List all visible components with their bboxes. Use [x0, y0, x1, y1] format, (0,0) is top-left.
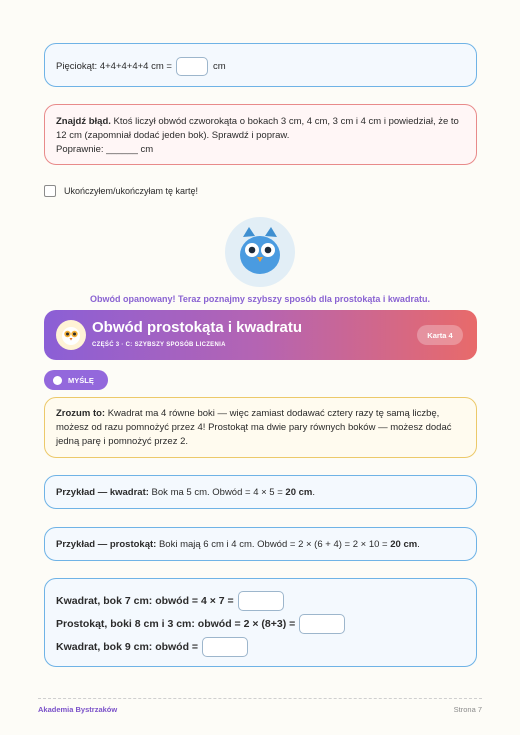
example-square-text: Bok ma 5 cm. Obwód = 4 × 5 = [148, 487, 286, 498]
find-error-text: Ktoś liczył obwód czworokąta o bokach 3 cm, 4 cm, 3 cm i 4 cm i powiedział, że to 12 cm (zapomniał dodać jeden bok). Sprawdź i popraw. [56, 116, 459, 141]
understand-text: Kwadrat ma 4 równe boki — więc zamiast dodawać cztery razy tę samą liczbę, możesz od razu pomnożyć przez 4! Prostokąt ma dwie pary równych boków — możesz dodać jedną parę i pomnożyć przez 2. [56, 408, 452, 447]
footer-page-number: Strona 7 [453, 705, 482, 714]
pentagon-unit: cm [212, 60, 226, 72]
example-rect-result: 20 cm [390, 539, 418, 550]
footer-divider [38, 698, 482, 699]
think-pill [44, 370, 108, 390]
task-row [56, 589, 465, 612]
lesson-banner [44, 310, 477, 360]
example-rect-card [44, 527, 477, 561]
example-rect-text: Boki mają 6 cm i 4 cm. Obwód = 2 × (6 + 4) = 2 × 10 = [156, 539, 391, 550]
task-row [56, 612, 465, 635]
understand-label: Zrozum to: [56, 408, 106, 419]
intro-text: Obwód opanowany! Teraz poznajmy szybszy sposób dla prostokąta i kwadratu. [90, 294, 430, 304]
find-error-card [44, 104, 477, 165]
pentagon-exercise-card [44, 43, 477, 87]
owl-badge-icon [56, 320, 86, 350]
banner-subtitle: CZĘŚĆ 3 · C: SZYBSZY SPOSÓB LICZENIA [92, 342, 226, 348]
understand-card [44, 397, 477, 458]
think-pill-label: MYŚLĘ [68, 375, 94, 385]
example-square-result: 20 cm [285, 487, 313, 498]
completed-label: Ukończyłem/ukończyłam tę kartę! [64, 186, 199, 196]
example-square-card [44, 475, 477, 509]
footer-brand: Akademia Bystrzaków [38, 705, 118, 714]
task-text: Kwadrat, bok 7 cm: obwód = 4 × 7 = [56, 594, 234, 607]
find-error-label: Znajdź błąd. [56, 116, 111, 127]
task-row [56, 635, 465, 658]
example-rect-label: Przykład — prostokąt: [56, 539, 157, 550]
task-answer-input[interactable] [202, 637, 248, 657]
find-error-answer-line[interactable]: Poprawnie: ______ cm [56, 144, 154, 155]
task-text: Prostokąt, boki 8 cm i 3 cm: obwód = 2 × (8+3) = [56, 617, 296, 630]
example-rect-tail: . [417, 539, 420, 550]
pill-dot-icon [53, 376, 62, 385]
completed-checkbox[interactable] [44, 185, 56, 197]
pentagon-exercise-text: Pięciokąt: 4+4+4+4+4 cm = [56, 60, 172, 72]
banner-title: Obwód prostokąta i kwadratu [92, 319, 303, 336]
card-number-badge: Karta 4 [417, 325, 463, 345]
example-square-label: Przykład — kwadrat: [56, 487, 149, 498]
task-text: Kwadrat, bok 9 cm: obwód = [56, 640, 199, 653]
pentagon-answer-input[interactable] [176, 57, 208, 76]
owl-mascot-icon [225, 217, 295, 287]
tasks-card [44, 578, 477, 667]
task-answer-input[interactable] [299, 614, 345, 634]
example-square-tail: . [312, 487, 315, 498]
completed-checkbox-row[interactable] [44, 184, 198, 198]
task-answer-input[interactable] [238, 591, 284, 611]
